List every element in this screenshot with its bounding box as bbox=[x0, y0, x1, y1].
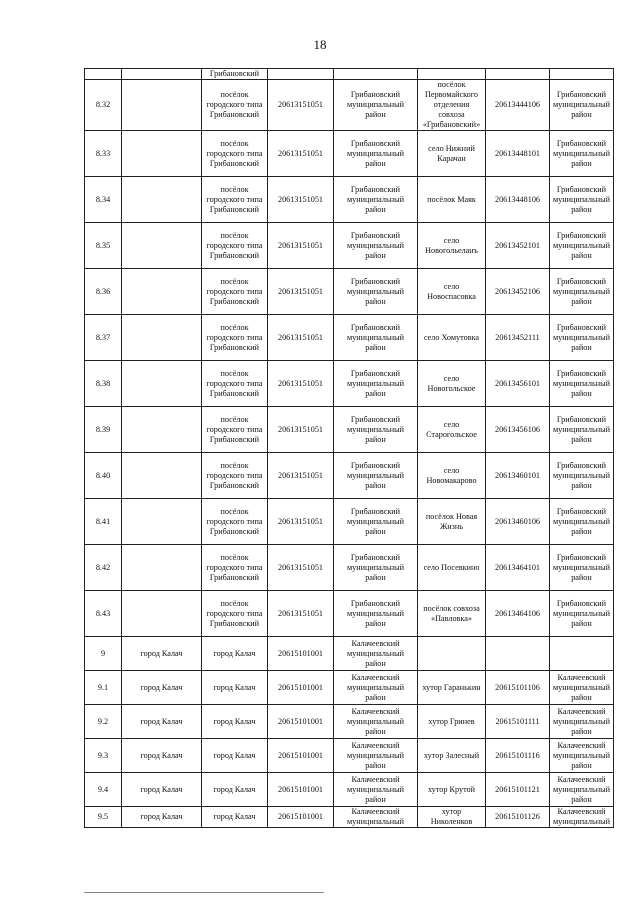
cell-settlement: Грибановский bbox=[202, 69, 268, 80]
cell-district2: Калачеевский муниципальный район bbox=[550, 705, 614, 739]
cell-locality: посёлок Первомайского отделения совхоза «Грибановский» bbox=[418, 80, 486, 131]
cell-district2: Грибановский муниципальный район bbox=[550, 407, 614, 453]
table-row bbox=[85, 131, 614, 177]
cell-locality: посёлок Новая Жизнь bbox=[418, 499, 486, 545]
cell-district2: Грибановский муниципальный район bbox=[550, 131, 614, 177]
cell-oktmo: 20613151051 bbox=[268, 177, 334, 223]
cell-district: Калачеевский муниципальный bbox=[334, 807, 418, 828]
settlements-table bbox=[84, 68, 614, 828]
cell-district: Калачеевский муниципальный район bbox=[334, 671, 418, 705]
cell-num: 8.35 bbox=[85, 223, 122, 269]
cell-oktmo2: 20613456106 bbox=[486, 407, 550, 453]
cell-locality: село Новогольеланъ bbox=[418, 223, 486, 269]
cell-num: 8.34 bbox=[85, 177, 122, 223]
cell-district2: Грибановский муниципальный район bbox=[550, 453, 614, 499]
cell-oktmo: 20613151051 bbox=[268, 453, 334, 499]
cell-locality bbox=[418, 69, 486, 80]
cell-settlement: город Калач bbox=[202, 705, 268, 739]
cell-settlement: посёлок городского типа Грибановский bbox=[202, 545, 268, 591]
cell-city bbox=[122, 80, 202, 131]
cell-district: Грибановский муниципальный район bbox=[334, 131, 418, 177]
cell-district: Грибановский муниципальный район bbox=[334, 269, 418, 315]
table-row bbox=[85, 315, 614, 361]
cell-district2: Грибановский муниципальный район bbox=[550, 177, 614, 223]
cell-oktmo2: 20615101126 bbox=[486, 807, 550, 828]
cell-oktmo2: 20615101116 bbox=[486, 739, 550, 773]
cell-district2 bbox=[550, 69, 614, 80]
cell-num: 9.5 bbox=[85, 807, 122, 828]
cell-district: Калачеевский муниципальный район bbox=[334, 773, 418, 807]
table-row bbox=[85, 407, 614, 453]
cell-district bbox=[334, 69, 418, 80]
cell-num bbox=[85, 69, 122, 80]
cell-num: 8.42 bbox=[85, 545, 122, 591]
table-row bbox=[85, 453, 614, 499]
cell-settlement: город Калач bbox=[202, 773, 268, 807]
cell-oktmo: 20613151051 bbox=[268, 131, 334, 177]
cell-district2: Грибановский муниципальный район bbox=[550, 499, 614, 545]
table-row bbox=[85, 361, 614, 407]
cell-oktmo: 20615101001 bbox=[268, 807, 334, 828]
page-number: 18 bbox=[313, 37, 327, 52]
cell-district: Грибановский муниципальный район bbox=[334, 453, 418, 499]
cell-oktmo2 bbox=[486, 637, 550, 671]
cell-city: город Калач bbox=[122, 705, 202, 739]
cell-num: 9.3 bbox=[85, 739, 122, 773]
table-row bbox=[85, 739, 614, 773]
cell-settlement: посёлок городского типа Грибановский bbox=[202, 223, 268, 269]
cell-num: 9 bbox=[85, 637, 122, 671]
table-row bbox=[85, 269, 614, 315]
cell-locality: хутор Николенков bbox=[418, 807, 486, 828]
cell-oktmo: 20613151051 bbox=[268, 315, 334, 361]
cell-num: 9.4 bbox=[85, 773, 122, 807]
cell-locality: село Новогольское bbox=[418, 361, 486, 407]
cell-city bbox=[122, 407, 202, 453]
cell-oktmo bbox=[268, 69, 334, 80]
cell-settlement: посёлок городского типа Грибановский bbox=[202, 407, 268, 453]
cell-oktmo2: 20613464106 bbox=[486, 591, 550, 637]
cell-oktmo: 20613151051 bbox=[268, 545, 334, 591]
cell-oktmo: 20615101001 bbox=[268, 705, 334, 739]
cell-city bbox=[122, 591, 202, 637]
cell-locality: хутор Залесный bbox=[418, 739, 486, 773]
cell-oktmo: 20615101001 bbox=[268, 671, 334, 705]
cell-district2: Грибановский муниципальный район bbox=[550, 591, 614, 637]
table-row bbox=[85, 773, 614, 807]
table-row bbox=[85, 705, 614, 739]
cell-locality: село Посевкино bbox=[418, 545, 486, 591]
cell-oktmo2: 20615101111 bbox=[486, 705, 550, 739]
cell-district2: Грибановский муниципальный район bbox=[550, 545, 614, 591]
cell-locality: хутор Гаранькин bbox=[418, 671, 486, 705]
cell-num: 9.1 bbox=[85, 671, 122, 705]
cell-oktmo2: 20613460101 bbox=[486, 453, 550, 499]
cell-settlement: посёлок городского типа Грибановский bbox=[202, 131, 268, 177]
table-row bbox=[85, 80, 614, 131]
cell-num: 8.37 bbox=[85, 315, 122, 361]
cell-city bbox=[122, 177, 202, 223]
cell-settlement: посёлок городского типа Грибановский bbox=[202, 315, 268, 361]
cell-district2: Грибановский муниципальный район bbox=[550, 269, 614, 315]
cell-district: Грибановский муниципальный район bbox=[334, 223, 418, 269]
table-row bbox=[85, 545, 614, 591]
cell-city bbox=[122, 69, 202, 80]
cell-city bbox=[122, 361, 202, 407]
cell-settlement: город Калач bbox=[202, 637, 268, 671]
cell-district: Грибановский муниципальный район bbox=[334, 499, 418, 545]
cell-settlement: город Калач bbox=[202, 671, 268, 705]
cell-district2: Грибановский муниципальный район bbox=[550, 223, 614, 269]
cell-district: Грибановский муниципальный район bbox=[334, 591, 418, 637]
cell-city: город Калач bbox=[122, 637, 202, 671]
cell-oktmo: 20615101001 bbox=[268, 773, 334, 807]
cell-district: Калачеевский муниципальный район bbox=[334, 739, 418, 773]
cell-num: 8.43 bbox=[85, 591, 122, 637]
cell-oktmo2: 20615101106 bbox=[486, 671, 550, 705]
table-row bbox=[85, 671, 614, 705]
cell-city: город Калач bbox=[122, 773, 202, 807]
cell-settlement: посёлок городского типа Грибановский bbox=[202, 591, 268, 637]
cell-district2: Калачеевский муниципальный район bbox=[550, 671, 614, 705]
cell-oktmo: 20613151051 bbox=[268, 80, 334, 131]
cell-num: 9.2 bbox=[85, 705, 122, 739]
cell-district2: Калачеевский муниципальный район bbox=[550, 739, 614, 773]
cell-num: 8.32 bbox=[85, 80, 122, 131]
cell-locality bbox=[418, 637, 486, 671]
cell-oktmo2 bbox=[486, 69, 550, 80]
table-row bbox=[85, 499, 614, 545]
cell-num: 8.33 bbox=[85, 131, 122, 177]
cell-district: Грибановский муниципальный район bbox=[334, 177, 418, 223]
table-row bbox=[85, 807, 614, 828]
cell-locality: село Новомакарово bbox=[418, 453, 486, 499]
cell-settlement: посёлок городского типа Грибановский bbox=[202, 177, 268, 223]
table-row-continuation bbox=[85, 69, 614, 80]
cell-locality: посёлок Маяк bbox=[418, 177, 486, 223]
cell-locality: село Хомутовка bbox=[418, 315, 486, 361]
cell-city bbox=[122, 545, 202, 591]
cell-city bbox=[122, 223, 202, 269]
cell-num: 8.39 bbox=[85, 407, 122, 453]
cell-district2: Калачеевский муниципальный bbox=[550, 807, 614, 828]
cell-city bbox=[122, 269, 202, 315]
cell-district: Калачеевский муниципальный район bbox=[334, 637, 418, 671]
cell-district2: Калачеевский муниципальный район bbox=[550, 773, 614, 807]
cell-district2: Грибановский муниципальный район bbox=[550, 315, 614, 361]
cell-oktmo2: 20613456101 bbox=[486, 361, 550, 407]
cell-num: 8.36 bbox=[85, 269, 122, 315]
cell-settlement: посёлок городского типа Грибановский bbox=[202, 269, 268, 315]
table-row bbox=[85, 591, 614, 637]
cell-settlement: посёлок городского типа Грибановский bbox=[202, 499, 268, 545]
cell-district: Грибановский муниципальный район bbox=[334, 361, 418, 407]
cell-oktmo2: 20613452111 bbox=[486, 315, 550, 361]
cell-city: город Калач bbox=[122, 671, 202, 705]
table-row bbox=[85, 637, 614, 671]
cell-city bbox=[122, 131, 202, 177]
cell-oktmo2: 20613464101 bbox=[486, 545, 550, 591]
cell-oktmo2: 20613452106 bbox=[486, 269, 550, 315]
cell-settlement: посёлок городского типа Грибановский bbox=[202, 80, 268, 131]
cell-city: город Калач bbox=[122, 739, 202, 773]
cell-city: город Калач bbox=[122, 807, 202, 828]
cell-district2: Грибановский муниципальный район bbox=[550, 80, 614, 131]
cell-num: 8.40 bbox=[85, 453, 122, 499]
cell-settlement: посёлок городского типа Грибановский bbox=[202, 361, 268, 407]
cell-oktmo: 20615101001 bbox=[268, 739, 334, 773]
cell-locality: хутор Крутой bbox=[418, 773, 486, 807]
cell-oktmo2: 20613448101 bbox=[486, 131, 550, 177]
cell-oktmo2: 20613448106 bbox=[486, 177, 550, 223]
cell-district: Грибановский муниципальный район bbox=[334, 407, 418, 453]
cell-oktmo2: 20615101121 bbox=[486, 773, 550, 807]
table-row bbox=[85, 177, 614, 223]
cell-settlement: город Калач bbox=[202, 739, 268, 773]
cell-district2 bbox=[550, 637, 614, 671]
cell-city bbox=[122, 453, 202, 499]
cell-district: Грибановский муниципальный район bbox=[334, 315, 418, 361]
cell-oktmo2: 20613444106 bbox=[486, 80, 550, 131]
cell-district: Грибановский муниципальный район bbox=[334, 545, 418, 591]
cell-oktmo2: 20613460106 bbox=[486, 499, 550, 545]
table-row bbox=[85, 223, 614, 269]
cell-locality: село Нижний Карачан bbox=[418, 131, 486, 177]
cell-num: 8.38 bbox=[85, 361, 122, 407]
cell-locality: село Новоспасовка bbox=[418, 269, 486, 315]
cell-oktmo: 20613151051 bbox=[268, 591, 334, 637]
cell-settlement: город Калач bbox=[202, 807, 268, 828]
cell-district2: Грибановский муниципальный район bbox=[550, 361, 614, 407]
cell-district: Калачеевский муниципальный район bbox=[334, 705, 418, 739]
cell-oktmo: 20615101001 bbox=[268, 637, 334, 671]
cell-city bbox=[122, 499, 202, 545]
cell-oktmo: 20613151051 bbox=[268, 407, 334, 453]
cell-oktmo: 20613151051 bbox=[268, 499, 334, 545]
cell-oktmo: 20613151051 bbox=[268, 269, 334, 315]
cell-district: Грибановский муниципальный район bbox=[334, 80, 418, 131]
footer-divider bbox=[84, 892, 324, 893]
cell-locality: хутор Гринев bbox=[418, 705, 486, 739]
cell-num: 8.41 bbox=[85, 499, 122, 545]
cell-oktmo2: 20613452101 bbox=[486, 223, 550, 269]
cell-settlement: посёлок городского типа Грибановский bbox=[202, 453, 268, 499]
cell-city bbox=[122, 315, 202, 361]
cell-oktmo: 20613151051 bbox=[268, 361, 334, 407]
cell-oktmo: 20613151051 bbox=[268, 223, 334, 269]
cell-locality: село Старогольское bbox=[418, 407, 486, 453]
cell-locality: посёлок совхоза «Павловка» bbox=[418, 591, 486, 637]
